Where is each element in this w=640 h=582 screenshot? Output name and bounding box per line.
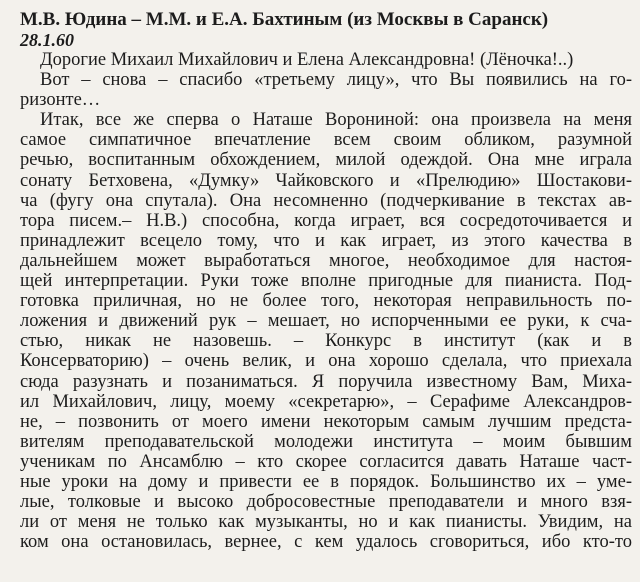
text-line: принадлежит всецело тому, что и как играет, из этого качества в: [20, 230, 632, 251]
text-line: речью, воспитанным обхождением, милой одеждой. Она мне играла: [20, 150, 632, 171]
text-line: Консерваторию) – очень велик, и она хорошо сделала, что приехала: [20, 351, 632, 372]
text-line: ком она остановилась, вернее, с кем удалось сговориться, ибо кто-то: [20, 532, 632, 553]
text-line: ризонте…: [20, 90, 101, 111]
text-line: самое симпатичное впечатление всем своим обликом, разумной: [20, 130, 632, 151]
underlined-phrase: несомненно: [273, 190, 368, 211]
letter-date: 28.1.60: [20, 30, 74, 50]
text-line: ил Михайлович, лицу, моему «секретарю», – Серафиме Александров-: [20, 391, 632, 412]
underlined-phrase: ученикам по Ансамблю: [20, 451, 223, 472]
text-line: готовка приличная, но не более того, некоторая неправильность по-: [20, 291, 632, 312]
text-line: Дорогие Михаил Михайлович и Елена Александровна! (Лёночка!..): [40, 50, 574, 70]
text-line: вителям преподавательской молодежи института – моим бывшим: [20, 431, 632, 452]
text-line: сюда разузнать и позаниматься. Я поручила известному Вам, Миха-: [20, 371, 632, 392]
text-line: ложения и движений рук – мешает, но испорченными ее руки, к сча-: [20, 311, 632, 332]
text-line: Вот – снова – спасибо «третьему лицу», что Вы появились на го-: [40, 70, 632, 91]
underlined-phrase: моим бывшим: [502, 431, 632, 452]
underlined-phrase: вернее, с кем удалось сговориться, ибо кто-то: [224, 532, 632, 553]
text-line: ные уроки на дому и привести ее в порядок. Большинство их – уме-: [20, 471, 632, 492]
letter-heading: М.В. Юдина – М.М. и Е.А. Бахтиным (из Москвы в Саранск): [20, 9, 549, 30]
text-line: тора писем.– Н.В.) способна, когда играет, вся сосредоточивается и: [20, 210, 632, 231]
text-line: лые, толковые и высоко добросовестные преподаватели и много взя-: [20, 492, 632, 513]
text-line: ча (фугу она спутала). Она несомненно (подчеркивание в текстах ав-: [20, 190, 632, 211]
letter-body: [20, 50, 632, 552]
underlined-phrase: от моего имени: [171, 411, 311, 432]
text-line: Итак, все же сперва о Наташе Ворониной: она произвела на меня: [40, 110, 632, 131]
text-line: дальнейшем может выработаться многое, необходимое для настоя-: [20, 250, 632, 271]
text-line: не, – позвонить от моего имени некоторым самым лучшим предста-: [20, 411, 632, 432]
text-line: стью, никак не назовешь. – Конкурс в институт (как и в: [20, 331, 632, 352]
text-line: сонату Бетховена, «Думку» Чайковского и «Прелюдию» Шостакови-: [20, 170, 632, 191]
text-line: щей интерпретации. Руки тоже вполне пригодные для пианиста. Под-: [20, 271, 632, 292]
text-line: ли от меня не только как музыканты, но и как пианисты. Увидим, на: [20, 512, 632, 533]
text-line: ученикам по Ансамблю – кто скорее согласится давать Наташе част-: [20, 451, 632, 472]
